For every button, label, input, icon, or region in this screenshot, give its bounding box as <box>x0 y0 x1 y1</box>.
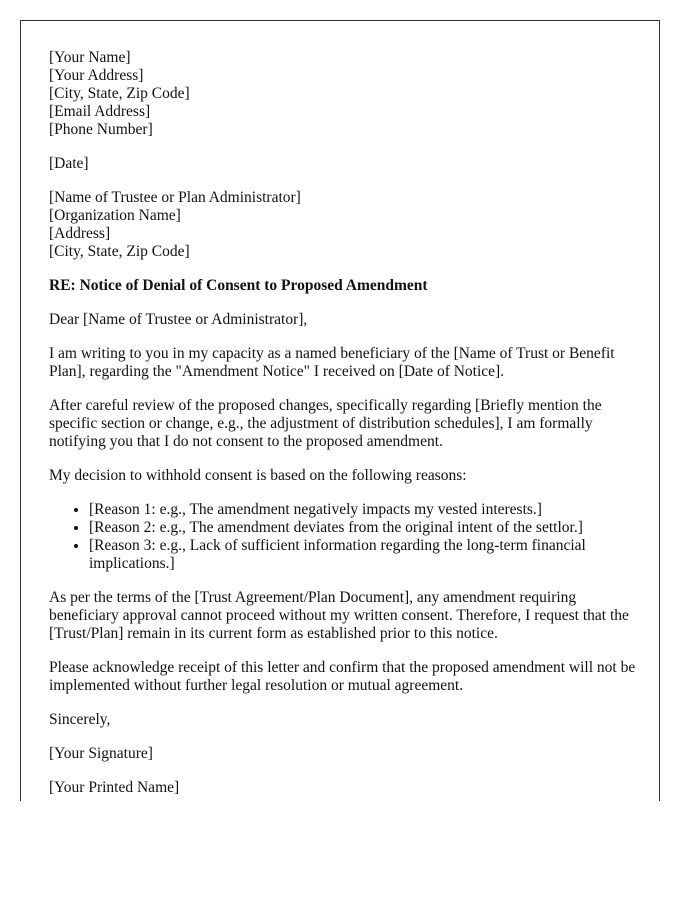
sender-email: [Email Address] <box>49 103 151 120</box>
sender-block <box>49 49 639 139</box>
reasons-list <box>49 501 639 573</box>
recipient-organization: [Organization Name] <box>49 207 181 224</box>
sender-city-state-zip: [City, State, Zip Code] <box>49 85 190 102</box>
salutation: Dear [Name of Trustee or Administrator], <box>49 311 308 328</box>
printed-name: [Your Printed Name] <box>49 779 180 796</box>
recipient-city-state-zip: [City, State, Zip Code] <box>49 243 190 260</box>
body-paragraph: My decision to withhold consent is based on the following reasons: <box>49 467 467 484</box>
letter-date: [Date] <box>49 155 89 172</box>
date-block <box>49 155 639 173</box>
recipient-block <box>49 189 639 261</box>
body-paragraph: I am writing to you in my capacity as a named beneficiary of the [Name of Trust or Benefit Plan], regarding the "Amendment Notice" I received on [Date of Notice]. <box>49 345 615 380</box>
body-paragraph: As per the terms of the [Trust Agreement/Plan Document], any amendment requiring beneficiary approval cannot proceed without my written consent. Therefore, I request that the [Trust/Plan] remain in its current form as established prior to this notice. <box>49 589 629 642</box>
sender-name: [Your Name] <box>49 49 131 66</box>
sender-address: [Your Address] <box>49 67 144 84</box>
recipient-address: [Address] <box>49 225 111 242</box>
recipient-name: [Name of Trustee or Plan Administrator] <box>49 189 301 206</box>
sender-phone: [Phone Number] <box>49 121 153 138</box>
closing: Sincerely, <box>49 711 111 728</box>
body-paragraph: After careful review of the proposed changes, specifically regarding [Briefly mention the specific section or change, e.g., the adjustment of distribution schedules], I am formally notifying you that I do not consent to the proposed amendment. <box>49 397 602 450</box>
reason-item: • [Reason 2: e.g., The amendment deviates from the original intent of the settlor.] <box>89 519 639 537</box>
subject-line: RE: Notice of Denial of Consent to Proposed Amendment <box>49 277 428 294</box>
body-paragraph: Please acknowledge receipt of this letter and confirm that the proposed amendment will not be implemented without further legal resolution or mutual agreement. <box>49 659 636 694</box>
signature: [Your Signature] <box>49 745 153 762</box>
letter-content <box>49 49 639 801</box>
reason-item: • [Reason 3: e.g., Lack of sufficient information regarding the long-term financial implications.] <box>89 537 639 573</box>
letter-page <box>20 20 660 801</box>
reason-item: • [Reason 1: e.g., The amendment negatively impacts my vested interests.] <box>89 501 639 519</box>
